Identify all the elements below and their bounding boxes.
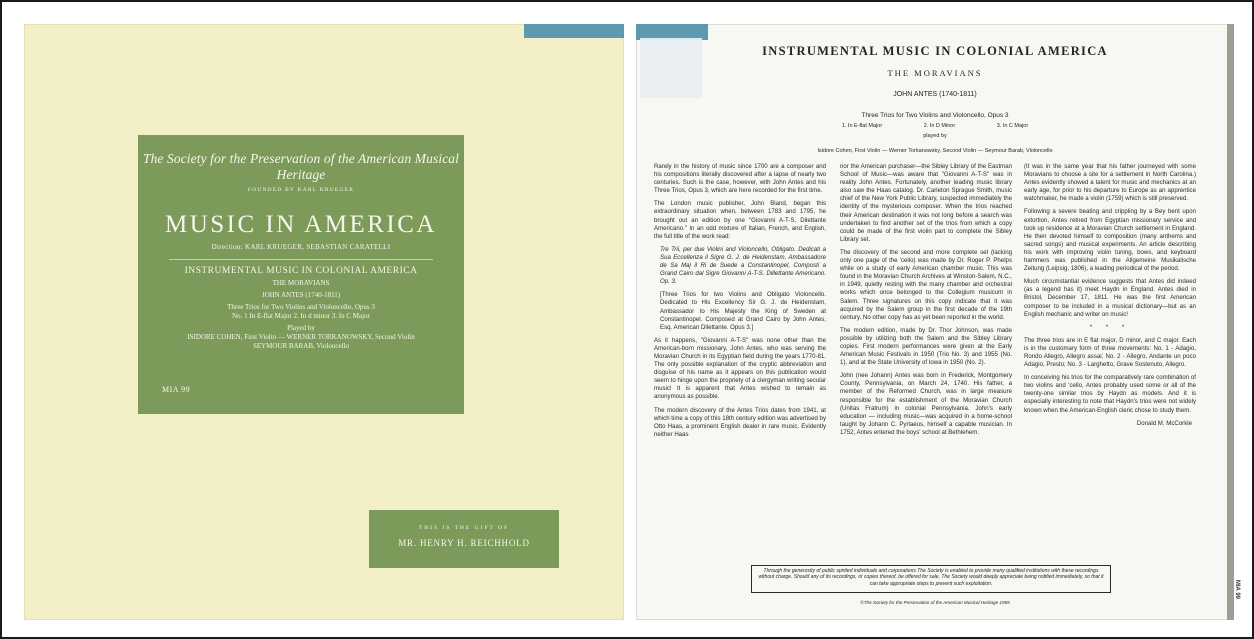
gift-label: THIS IS THE GIFT OF bbox=[418, 525, 510, 531]
back-composer: JOHN ANTES (1740-1811) bbox=[893, 91, 977, 98]
liner-notes-column-3 bbox=[1024, 163, 1196, 558]
distribution-notice: Through the generosity of public spirited individuals and corporations The Society is enabled to provide many qualified institutions with these recordings without charge. Should any of its recordings, or copies thereof, be offered for sale, The Society would deeply appreciate being notified immediately, so that it can take appropriate steps to prevent such exploitation. bbox=[751, 565, 1111, 593]
gift-name: MR. HENRY H. REICHHOLD bbox=[398, 538, 530, 548]
paragraph: Following a severe beating and crippling by a Bey bent upon extortion, Antes retired from Egyptian missionary service and took up residence at a Moravian Church settlement in England. He then devoted himself to composition (many anthems and sacred songs) and musical experiments. An article describing his work with improving violin tuning, bows, and keyboard hammers was published in the Allgemeine Musikalische Zeitung (Leipsig, 1806), a leading periodical of the period. bbox=[1024, 208, 1196, 273]
front-cover bbox=[24, 24, 624, 620]
liner-notes-column-2 bbox=[840, 163, 1012, 558]
composer-line: JOHN ANTES (1740-1811) bbox=[261, 291, 341, 299]
album-subtitle: THE MORAVIANS bbox=[272, 279, 330, 287]
paragraph: nor the American purchaser—the Sibley Library of the Eastman School of Music—was aware that "Giovanni A-T-S" was in reality John Antes. Fortunately, another leading music library also saw the Haas catalog. Dr. Carleton Sprague Smith, music chief of the New York Public Library, suspected immediately the identity of the mysterious composer. When the trios reached their American destination it was not long before a search was undertaken to find another set of the trios from which a copy could be made of the first violin part to complete the Sibley Library set. bbox=[840, 163, 1012, 243]
album-title: INSTRUMENTAL MUSIC IN COLONIAL AMERICA bbox=[184, 266, 418, 276]
paragraph: The London music publisher, John Bland, began this extraordinary situation when, between 1783 and 1795, he brought out an edition by one "Giovanni A-T-S, Dilettante Americano." In an odd mixture of Italian, French, and English, the full title of the work read: bbox=[654, 200, 826, 240]
gift-panel bbox=[369, 510, 559, 568]
back-work: Three Trios for Two Violins and Violoncello, Opus 3 bbox=[861, 112, 1009, 119]
paragraph: The three trios are in E flat major, D minor, and C major. Each is in the customary form of three movements: No. 1 - Adagio, Rondo Allegro, Allegro assai; No. 2 - Allegro, Andante un poco Adagio, Presto; No. 3 - Larghetto, Grave Sostenuto, Allegro. bbox=[1024, 336, 1196, 369]
section-separator: * * * bbox=[1089, 323, 1131, 331]
paragraph: John (nee Johann) Antes was born in Frederick, Montgomery County, Pennsylvania, on March 24, 1740. His father, a member of the Reformed Church, was in large measure responsible for the establishment of the Moravian Church (Unitas Fratrum) in colonial Pennsylvania. John's early education — including music—was acquired in a home-school taught by Johann C. Pyrlaeus, himself a capable musician. In 1752, Antes entered the boys' school at Bethlehem. bbox=[840, 372, 1012, 436]
back-movements bbox=[636, 123, 1234, 129]
series-title: MUSIC IN AMERICA bbox=[165, 211, 437, 238]
back-subtitle: THE MORAVIANS bbox=[887, 68, 983, 78]
movement-2: 2. In D Minor bbox=[923, 123, 956, 129]
paragraph: Much circumstantial evidence suggests that Antes did indeed (as a legend has it) meet Haydn in England. Antes died in Bristol, December 17, 1811. He was the first American composer to be included in a musical dictionary—but as an English mechanic and writer on music! bbox=[1024, 278, 1196, 318]
back-cover bbox=[636, 24, 1240, 620]
back-title: INSTRUMENTAL MUSIC IN COLONIAL AMERICA bbox=[762, 44, 1108, 58]
catalog-number: MIA 99 bbox=[162, 385, 191, 394]
performers-line-1: ISIDORE COHEN, First Violin — WERNER TORKANOWSKY, Second Violin bbox=[187, 333, 415, 341]
paragraph: Tre Trii, per due Violini and Violoncello, Obligato. Dedicati a Sua Eccellenza il Sigre G. J. de Heidenstam, Ambassadore de Sa Maj il Ri de Suede a Constantinopel, Composti a Grand Cairo dal Sigre Giovanni A-T-S. Dillettante Americano. Op. 3. bbox=[660, 245, 826, 286]
performers-line-2: SEYMOUR BARAB, Violoncello bbox=[252, 342, 350, 350]
tape-strip bbox=[524, 24, 624, 38]
paragraph: The discovery of the second and more complete set (lacking only one page of the 'cello) was made by Dr. Roger P. Phelps while on a study of early American chamber music. This was found in the Moravian Church Archives at Winston-Salem, N.C., in 1949, quietly resting with the many chamber and orchestral works which once belonged to the Collegium musicum in Salem. Three signatures on this copy indicate that it was acquired by the Salem group in the first decade of the 19th century. No other copy has as yet been reported in the world. bbox=[840, 248, 1012, 321]
copyright-line: ©The Society for the Preservation of the American Musical Heritage 1959 bbox=[860, 600, 1010, 605]
founder-line: FOUNDED BY KARL KRUEGER bbox=[247, 187, 355, 193]
paragraph: The modern edition, made by Dr. Thor Johnson, was made possible by utilizing both the Salem and the Sibley Library copies. First modern performances were given at the Early American Music Festivals in 1950 (Trio No. 3) and 1955 (No. 1), and at the State University of Iowa in 1950 (No. 2). bbox=[840, 326, 1012, 367]
movement-1: 1. In E-flat Major bbox=[841, 123, 883, 129]
back-played-by: played by bbox=[923, 133, 947, 139]
paragraph: [Three Trios for two Violins and Obligato Violoncello. Dedicated to His Excellency Sir G. J. de Heidenstam, Ambassador to His Majesty the King of Sweden at Constantinopel. Composed at Grand Cairo by John Antes, Esq. American Dilettante. Opus 3.] bbox=[660, 291, 826, 331]
movement-3: 3. In C Major bbox=[996, 123, 1029, 129]
back-performers: Isidore Cohen, First Violin — Werner Torkanowsky, Second Violin — Seymour Barab, Violoncello bbox=[817, 148, 1053, 154]
movements-line: No. 1 In E-flat Major 2. In d minor 3. In C Major bbox=[232, 312, 370, 320]
paragraph: As it happens, "Giovanni A-T-S" was none other than the American-born missionary, John Antes, who was serving the Moravian Church in its Egyptian field during the years 1770-81. The only possible explanation of the cryptic abbreviation and disguise of his name as it appears on this publication would seem to hinge upon the propriety of a clergyman writing secular music! It is apparent that Antes wished to remain as anonymous as possible. bbox=[654, 336, 826, 401]
paragraph: In conceiving his trios for the comparatively rare combination of two violins and 'cello, Antes probably used some or all of the twenty-one similar trios by Haydn as models. And it is especially interesting to note that Haydn's trios were not widely known when the American-English cleric chose to study them. bbox=[1024, 374, 1196, 414]
played-by-label: Played by bbox=[287, 324, 315, 332]
title-panel bbox=[138, 135, 464, 414]
work-title: Three Trios for Two Violins and Violoncello, Opus 3 bbox=[227, 303, 375, 311]
panel-divider bbox=[169, 259, 433, 260]
direction-line: Direction: KARL KRUEGER, SEBASTIAN CARATELLI bbox=[211, 243, 391, 251]
liner-notes-column-1 bbox=[654, 163, 826, 558]
spine-catalog: MIA 99 bbox=[1234, 579, 1240, 599]
paragraph: Rarely in the history of music since 1700 are a composer and his compositions literally discovered after a lapse of nearly two centuries. Such is the case, however, with John Antes and his Three Trios, Opus 3, which are here recorded for the first time. bbox=[654, 163, 826, 195]
paragraph: (It was in the same year that his father journeyed with some Moravians to choose a site for a settlement in North Carolina.) Antes evidently showed a talent for music and mechanics at an early age, for prior to his departure to Europe as an apprentice watchmaker, he made a violin (1759) which is still preserved. bbox=[1024, 163, 1196, 203]
paragraph: The modern discovery of the Antes Trios dates from 1941, at which time a copy of this 18th century edition was advertised by Otto Haas, a prominent English dealer in rare music. Evidently neither Haas bbox=[654, 406, 826, 438]
society-name: The Society for the Preservation of the American Musical Heritage bbox=[142, 151, 460, 182]
author-signature: Donald M. McCorkle bbox=[1136, 419, 1192, 427]
